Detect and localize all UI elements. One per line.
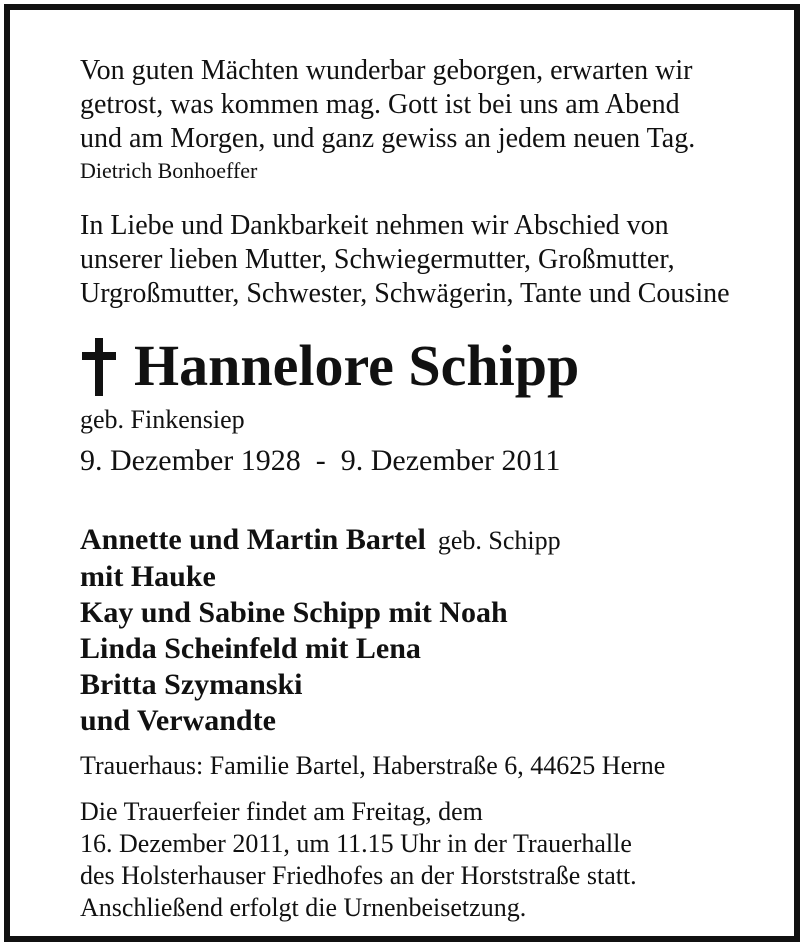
deceased-name: Hannelore Schipp (134, 333, 580, 398)
cross-icon (82, 338, 116, 396)
quote-line-3: und am Morgen, und ganz gewiss an jedem neuen Tag. (80, 123, 696, 154)
mourner-first-note: geb. Schipp (437, 526, 561, 555)
maiden-name: geb. Finkensiep (80, 405, 245, 434)
farewell-line-3: Urgroßmutter, Schwester, Schwägerin, Tante und Cousine (80, 278, 730, 309)
deceased-heading (82, 332, 579, 402)
obituary-notice-frame (4, 4, 800, 942)
trauerhaus-address: Trauerhaus: Familie Bartel, Haberstraße 6, 44625 Herne (80, 751, 666, 780)
farewell-line-2: unserer lieben Mutter, Schwiegermutter, Großmutter, (80, 244, 675, 275)
farewell-line-1: In Liebe und Dankbarkeit nehmen wir Abschied von (80, 210, 669, 241)
mourners-list (80, 522, 561, 739)
quote-line-2: getrost, was kommen mag. Gott ist bei uns am Abend (80, 89, 680, 120)
mourner-line: mit Hauke (80, 560, 216, 593)
quote-author: Dietrich Bonhoeffer (80, 158, 258, 183)
life-dates: 9. Dezember 1928 - 9. Dezember 2011 (80, 444, 561, 477)
funeral-line-2: 16. Dezember 2011, um 11.15 Uhr in der Trauerhalle (80, 829, 632, 858)
farewell-text (80, 209, 730, 311)
funeral-line-4: Anschließend erfolgt die Urnenbeisetzung. (80, 893, 527, 922)
mourner-line: und Verwandte (80, 704, 276, 737)
funeral-line-1: Die Trauerfeier findet am Freitag, dem (80, 797, 483, 826)
funeral-info (80, 796, 637, 924)
funeral-line-3: des Holsterhauser Friedhofes an der Horststraße statt. (80, 861, 637, 890)
quote-line-1: Von guten Mächten wunderbar geborgen, erwarten wir (80, 55, 693, 86)
mourner-line: Kay und Sabine Schipp mit Noah (80, 596, 508, 629)
bonhoeffer-quote (80, 54, 695, 156)
mourner-line: Britta Szymanski (80, 668, 303, 701)
mourner-line (80, 522, 561, 559)
mourner-line: Linda Scheinfeld mit Lena (80, 632, 421, 665)
mourner-first-names: Annette und Martin Bartel (80, 523, 426, 556)
